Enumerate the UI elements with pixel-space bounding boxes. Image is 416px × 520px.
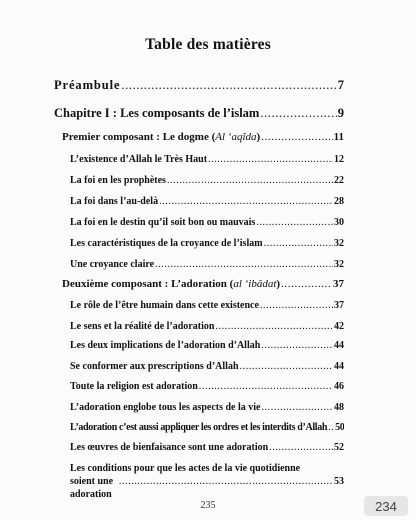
toc-entry[interactable] <box>70 259 344 270</box>
leader-dots <box>199 381 333 392</box>
page-number-badge: 234 <box>364 496 408 516</box>
toc-entry-page: 48 <box>334 402 344 413</box>
toc-entry-label-line1: Les conditions pour que les actes de la vie quotidienne <box>70 463 301 474</box>
toc-entry-page: 42 <box>334 321 344 332</box>
leader-dots <box>260 106 336 121</box>
toc-entry-label: L’adoration englobe tous les aspects de la vie <box>70 402 261 413</box>
toc-entry[interactable] <box>70 361 344 372</box>
toc-entry-page: 32 <box>334 238 344 249</box>
toc-entry-label: Les caractéristiques de la croyance de l’islam <box>70 238 263 249</box>
toc-entry-label: La foi en les prophètes <box>70 175 166 186</box>
toc-entry-page: 44 <box>334 340 344 351</box>
toc-entry[interactable] <box>70 321 344 332</box>
toc-entry-label: Deuxième composant : L’adoration (al ‘ibâdat) <box>62 278 281 290</box>
toc-entry[interactable] <box>70 402 344 413</box>
toc-entry-label: Les œuvres de bienfaisance sont une adoration <box>70 442 269 453</box>
leader-dots <box>256 217 333 228</box>
toc-entry-page: 46 <box>334 381 344 392</box>
toc-entry-composant-1[interactable] <box>62 131 344 143</box>
toc-entry-chapter-1[interactable] <box>54 106 344 121</box>
toc-entry-preambule[interactable] <box>54 78 344 93</box>
toc-entry-label: L’existence d’Allah le Très Haut <box>70 154 208 165</box>
leader-dots <box>269 442 333 453</box>
leader-dots <box>261 131 332 143</box>
toc-entry-composant-2[interactable] <box>62 278 344 290</box>
leader-dots <box>208 154 333 165</box>
toc-entry[interactable] <box>70 154 344 165</box>
leader-dots <box>261 340 333 351</box>
toc-entry[interactable] <box>70 442 344 453</box>
printed-page-number: 235 <box>200 500 216 511</box>
leader-dots <box>240 361 333 372</box>
toc-entry-page: 22 <box>334 175 344 186</box>
toc-entry[interactable] <box>70 175 344 186</box>
toc-entry[interactable] <box>70 238 344 249</box>
leader-dots <box>328 422 334 433</box>
toc-entry[interactable] <box>70 422 344 433</box>
toc-entry[interactable] <box>70 381 344 392</box>
toc-entry-page: 30 <box>334 217 344 228</box>
toc-entry-page: 37 <box>333 278 344 290</box>
toc-entry-label: Le rôle de l’être humain dans cette existence <box>70 300 259 311</box>
toc-entry-label: La foi en le destin qu’il soit bon ou mauvais <box>70 217 256 228</box>
leader-dots <box>155 259 333 270</box>
toc-entry-page: 44 <box>334 361 344 372</box>
toc-entry-label: Préambule <box>54 78 121 92</box>
page-title: Table des matières <box>145 36 271 53</box>
leader-dots <box>167 175 333 186</box>
toc-entry-label: L’adoration c’est aussi appliquer les ordres et les interdits d’Allah <box>70 422 328 433</box>
toc-entry-page: 7 <box>337 78 344 92</box>
toc-entry-label: Les deux implications de l’adoration d’Allah <box>70 340 261 351</box>
toc-entry-label: Premier composant : Le dogme (Al ‘aqîda) <box>62 131 261 143</box>
toc-entry-label: Se conformer aux prescriptions d’Allah <box>70 361 239 372</box>
toc-entry[interactable] <box>70 217 344 228</box>
toc-entry-label: La foi dans l’au-delà <box>70 196 159 207</box>
toc-entry[interactable] <box>70 300 344 311</box>
leader-dots <box>260 300 333 311</box>
toc-entry[interactable] <box>70 196 344 207</box>
toc-entry-label-line2: soient une adoration <box>70 476 114 500</box>
leader-dots <box>215 321 333 332</box>
toc-entry-page: 11 <box>333 131 344 143</box>
toc-entry-page: 9 <box>337 106 344 120</box>
toc-entry[interactable] <box>70 340 344 351</box>
toc-entry-label: Chapitre I : Les composants de l’islam <box>54 106 260 120</box>
toc-entry-page: 37 <box>334 300 344 311</box>
toc-entry-page: 28 <box>334 196 344 207</box>
toc-entry-multiline[interactable] <box>70 462 344 501</box>
toc-entry-label: Le sens et la réalité de l’adoration <box>70 321 215 332</box>
toc-entry-label: Une croyance claire <box>70 259 155 270</box>
toc-entry-page: 12 <box>334 154 344 165</box>
leader-dots <box>261 402 333 413</box>
toc-entry-label: Toute la religion est adoration <box>70 381 198 392</box>
leader-dots <box>119 475 333 488</box>
toc-entry-page: 50 <box>335 422 344 433</box>
toc-entry-page: 32 <box>334 259 344 270</box>
leader-dots <box>159 196 333 207</box>
toc-entry-page: 52 <box>334 442 344 453</box>
leader-dots <box>121 78 336 93</box>
leader-dots <box>264 238 333 249</box>
toc-entry-line2 <box>70 475 344 501</box>
toc-entry-page: 53 <box>334 476 344 487</box>
leader-dots <box>281 278 332 290</box>
